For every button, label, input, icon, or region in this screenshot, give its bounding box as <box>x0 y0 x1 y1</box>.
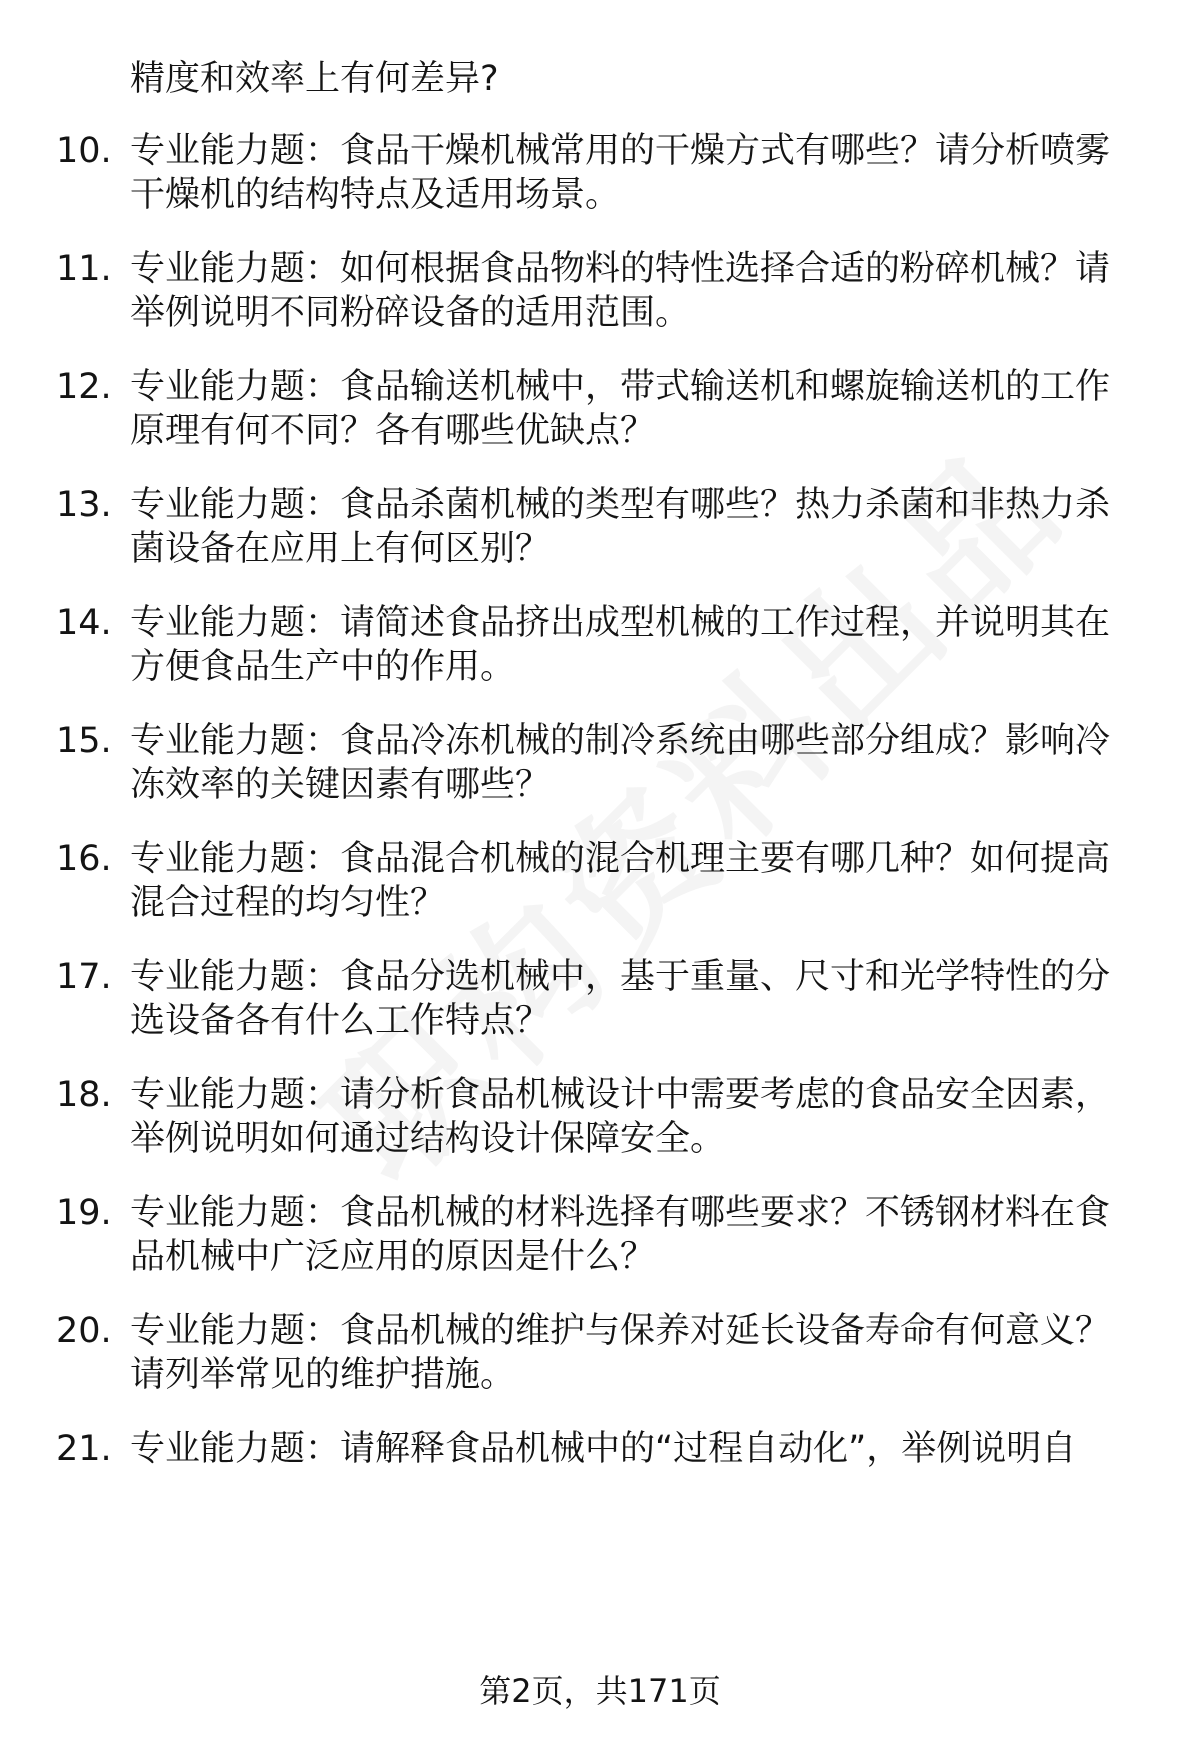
question-text-line1: 专业能力题：食品冷冻机械的制冷系统由哪些部分组成？影响冷 <box>130 721 1111 761</box>
question-text-line2: 原理有何不同？各有哪些优缺点？ <box>130 411 656 451</box>
question-number: 15. <box>56 721 112 761</box>
question-number: 13. <box>56 485 112 525</box>
question-number: 17. <box>56 957 112 997</box>
question-number: 11. <box>56 249 112 289</box>
question-text-line2: 方便食品生产中的作用。 <box>130 647 516 687</box>
question-text-line1: 专业能力题：请分析食品机械设计中需要考虑的食品安全因素， <box>130 1075 1111 1115</box>
question-text-line1: 专业能力题：请解释食品机械中的“过程自动化”，举例说明自 <box>130 1429 1077 1469</box>
question-text-line1: 专业能力题：食品机械的材料选择有哪些要求？不锈钢材料在食 <box>130 1193 1111 1233</box>
question-text-line1: 专业能力题：食品分选机械中，基于重量、尺寸和光学特性的分 <box>130 957 1111 997</box>
question-number: 16. <box>56 839 112 879</box>
question-text-line2: 举例说明不同粉碎设备的适用范围。 <box>130 293 691 333</box>
question-text-line1: 专业能力题：食品混合机械的混合机理主要有哪几种？如何提高 <box>130 839 1111 879</box>
question-number: 10. <box>56 131 112 171</box>
page-footer: 第2页，共171页 <box>479 1672 721 1710</box>
question-number: 20. <box>56 1311 112 1351</box>
question-text-line2: 举例说明如何通过结构设计保障安全。 <box>130 1119 726 1159</box>
question-text-line2: 请列举常见的维护措施。 <box>130 1355 516 1395</box>
question-number: 19. <box>56 1193 112 1233</box>
question-number: 14. <box>56 603 112 643</box>
question-text-line2: 菌设备在应用上有何区别？ <box>130 529 551 569</box>
question-text-line1: 专业能力题：请简述食品挤出成型机械的工作过程，并说明其在 <box>130 603 1111 643</box>
question-number: 12. <box>56 367 112 407</box>
question-number: 18. <box>56 1075 112 1115</box>
question-text-line1: 专业能力题：食品杀菌机械的类型有哪些？热力杀菌和非热力杀 <box>130 485 1111 525</box>
question-text-line1: 专业能力题：食品输送机械中，带式输送机和螺旋输送机的工作 <box>130 367 1111 407</box>
question-text-line1: 专业能力题：如何根据食品物料的特性选择合适的粉碎机械？请 <box>130 249 1111 289</box>
question-text-line2: 干燥机的结构特点及适用场景。 <box>130 175 621 215</box>
question-text-line2: 冻效率的关键因素有哪些？ <box>130 765 551 805</box>
question-number: 21. <box>56 1429 112 1469</box>
question-text-line1: 专业能力题：食品干燥机械常用的干燥方式有哪些？请分析喷雾 <box>130 131 1111 171</box>
question-text-line2: 混合过程的均匀性？ <box>130 883 446 923</box>
question-text-line1: 专业能力题：食品机械的维护与保养对延长设备寿命有何意义？ <box>130 1311 1111 1351</box>
continuation-text: 精度和效率上有何差异? <box>130 59 499 99</box>
question-text-line2: 选设备各有什么工作特点？ <box>130 1001 551 1041</box>
question-text-line2: 品机械中广泛应用的原因是什么？ <box>130 1237 656 1277</box>
